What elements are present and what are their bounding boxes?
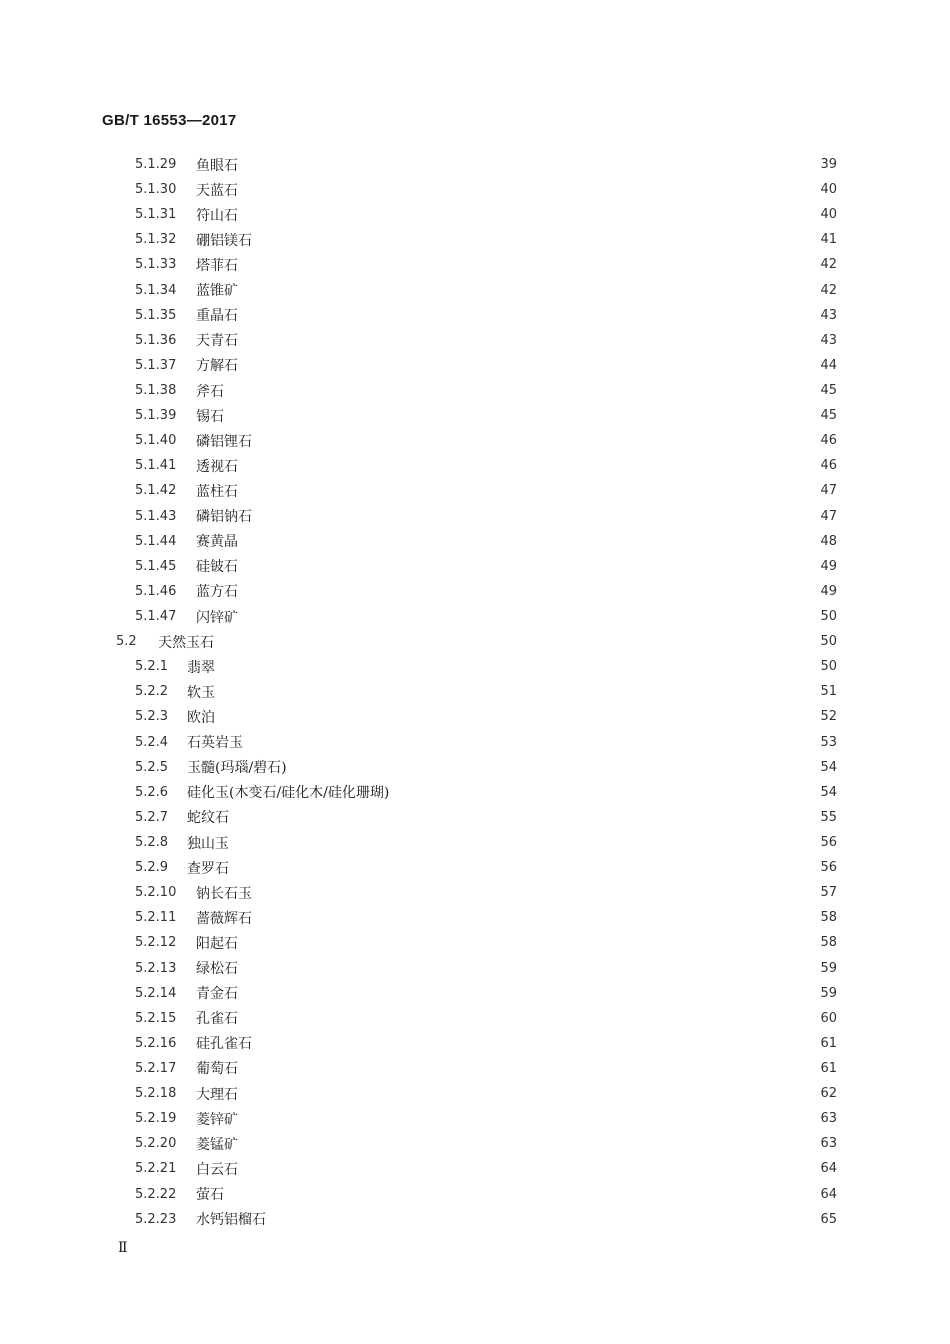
toc-entry-number: 5.2.14: [135, 985, 177, 1001]
toc-entry[interactable]: [0, 1156, 950, 1181]
toc-entry-title: 蛇纹石: [187, 810, 229, 827]
toc-entry-number: 5.2.19: [135, 1111, 177, 1127]
toc-entry-page: 46: [820, 433, 837, 449]
toc-entry-number: 5.2.8: [135, 835, 169, 850]
toc-entry-number: 5.2.3: [135, 709, 169, 725]
toc-entry[interactable]: [0, 880, 950, 905]
toc-dot-leader: [232, 410, 812, 422]
toc-entry-number: 5.2.12: [135, 935, 177, 951]
toc-entry-page: 63: [820, 1111, 837, 1127]
toc-entry-number: 5.1.45: [135, 558, 177, 574]
toc-entry[interactable]: [0, 504, 950, 529]
toc-entry-title: 塔菲石: [196, 257, 238, 274]
toc-dot-leader: [216, 636, 812, 648]
toc-entry-page: 45: [820, 383, 837, 399]
toc-entry-number: 5.2: [116, 634, 137, 650]
toc-entry-title: 硅铍石: [196, 559, 238, 576]
toc-dot-leader: [223, 661, 812, 673]
toc-entry[interactable]: [0, 755, 950, 780]
toc-entry-number: 5.1.37: [135, 357, 177, 373]
toc-entry-title: 钠长石玉: [196, 885, 252, 902]
toc-entry[interactable]: [0, 830, 950, 855]
toc-entry-number: 5.2.20: [135, 1136, 177, 1152]
toc-dot-leader: [274, 1213, 812, 1225]
toc-entry-number: 5.2.7: [135, 809, 169, 825]
toc-entry-number: 5.1.35: [135, 307, 177, 323]
toc-entry[interactable]: [0, 453, 950, 478]
toc-entry-page: 45: [820, 408, 837, 424]
toc-dot-leader: [237, 811, 812, 823]
toc-entry-title: 赛黄晶: [196, 534, 238, 551]
toc-entry-number: 5.2.4: [135, 734, 169, 750]
toc-dot-leader: [232, 385, 812, 397]
toc-entry-title: 查罗石: [187, 860, 229, 877]
toc-entry-page: 46: [820, 458, 837, 474]
toc-entry-title: 硅孔雀石: [196, 1036, 252, 1053]
toc-entry-title: 锡石: [196, 408, 224, 425]
toc-dot-leader: [246, 987, 812, 999]
toc-entry-page: 58: [820, 910, 837, 926]
toc-entry-number: 5.2.23: [135, 1211, 177, 1227]
toc-entry-page: 43: [820, 307, 837, 323]
toc-dot-leader: [246, 1062, 812, 1074]
toc-entry-title: 石英岩玉: [187, 735, 243, 752]
toc-entry-title: 磷铝锂石: [196, 433, 252, 450]
toc-entry-title: 蓝柱石: [196, 483, 238, 500]
toc-dot-leader: [260, 234, 812, 246]
toc-entry-title: 菱锰矿: [196, 1136, 238, 1153]
toc-entry-page: 43: [820, 332, 837, 348]
toc-entry-page: 40: [820, 207, 837, 223]
toc-dot-leader: [246, 209, 812, 221]
toc-entry[interactable]: [0, 252, 950, 277]
toc-entry-number: 5.1.31: [135, 207, 177, 223]
toc-dot-leader: [223, 711, 812, 723]
toc-dot-leader: [295, 761, 812, 773]
toc-entry[interactable]: [0, 278, 950, 303]
toc-entry-page: 57: [820, 885, 837, 901]
toc-entry[interactable]: [0, 855, 950, 880]
toc-entry-page: 56: [820, 860, 837, 876]
toc-entry-page: 44: [820, 357, 837, 373]
toc-dot-leader: [246, 1012, 812, 1024]
toc-entry[interactable]: [0, 227, 950, 252]
toc-entry-title: 天蓝石: [196, 182, 238, 199]
toc-entry-page: 39: [820, 157, 837, 173]
toc-entry-title: 玉髓(玛瑙/碧石): [187, 760, 287, 777]
toc-dot-leader: [260, 435, 812, 447]
toc-entry-page: 42: [820, 257, 837, 273]
toc-entry-page: 59: [820, 985, 837, 1001]
toc-entry-title: 大理石: [196, 1086, 238, 1103]
toc-entry[interactable]: [0, 956, 950, 981]
toc-entry-page: 59: [820, 960, 837, 976]
toc-entry-number: 5.1.41: [135, 458, 177, 474]
toc-entry-page: 47: [820, 483, 837, 499]
toc-dot-leader: [246, 1088, 812, 1100]
toc-entry[interactable]: [0, 1181, 950, 1206]
toc-dot-leader: [246, 1163, 812, 1175]
toc-dot-leader: [246, 585, 812, 597]
toc-entry-title: 方解石: [196, 358, 238, 375]
toc-entry-page: 49: [820, 558, 837, 574]
toc-entry-title: 翡翠: [187, 659, 215, 676]
toc-entry[interactable]: [0, 529, 950, 554]
toc-entry[interactable]: [0, 1131, 950, 1156]
toc-entry-page: 55: [820, 809, 837, 825]
toc-entry-number: 5.2.6: [135, 784, 169, 800]
toc-dot-leader: [246, 309, 812, 321]
toc-entry-title: 天青石: [196, 333, 238, 350]
toc-entry[interactable]: [0, 428, 950, 453]
toc-entry[interactable]: [0, 1031, 950, 1056]
toc-dot-leader: [246, 259, 812, 271]
toc-dot-leader: [246, 334, 812, 346]
toc-entry-number: 5.2.10: [135, 885, 177, 901]
toc-dot-leader: [246, 962, 812, 974]
toc-entry[interactable]: [0, 202, 950, 227]
toc-entry-page: 62: [820, 1086, 837, 1102]
toc-entry-number: 5.1.30: [135, 182, 177, 198]
toc-entry[interactable]: [0, 679, 950, 704]
toc-entry[interactable]: [0, 353, 950, 378]
toc-entry-title: 阳起石: [196, 935, 238, 952]
toc-dot-leader: [246, 560, 812, 572]
toc-dot-leader: [260, 912, 812, 924]
toc-entry[interactable]: [0, 579, 950, 604]
toc-dot-leader: [246, 937, 812, 949]
toc-entry-number: 5.2.17: [135, 1060, 177, 1076]
toc-entry-title: 欧泊: [187, 709, 215, 726]
toc-entry-page: 54: [820, 784, 837, 800]
toc-entry-page: 48: [820, 533, 837, 549]
toc-entry-title: 水钙铝榴石: [196, 1212, 266, 1229]
toc-entry[interactable]: [0, 403, 950, 428]
toc-entry-title: 硼铝镁石: [196, 232, 252, 249]
toc-entry-number: 5.2.5: [135, 759, 169, 775]
toc-entry-number: 5.1.43: [135, 508, 177, 524]
toc-entry-number: 5.1.44: [135, 533, 177, 549]
toc-entry-title: 菱锌矿: [196, 1111, 238, 1128]
toc-entry-title: 白云石: [196, 1161, 238, 1178]
toc-entry-page: 53: [820, 734, 837, 750]
toc-entry[interactable]: [0, 378, 950, 403]
toc-entry-number: 5.2.2: [135, 684, 169, 700]
toc-entry-number: 5.1.33: [135, 257, 177, 273]
toc-entry[interactable]: [0, 177, 950, 202]
toc-dot-leader: [237, 862, 812, 874]
toc-entry-number: 5.1.40: [135, 433, 177, 449]
toc-entry-page: 54: [820, 759, 837, 775]
toc-entry-number: 5.2.15: [135, 1010, 177, 1026]
toc-entry-title: 斧石: [196, 383, 224, 400]
toc-entry[interactable]: [0, 780, 950, 805]
toc-entry-number: 5.1.32: [135, 232, 177, 248]
toc-entry[interactable]: [0, 1106, 950, 1131]
toc-entry-number: 5.1.34: [135, 282, 177, 298]
page-number-footer: Ⅱ: [118, 1240, 128, 1256]
toc-entry-page: 50: [820, 609, 837, 625]
toc-entry-title: 绿松石: [196, 961, 238, 978]
toc-entry-title: 符山石: [196, 207, 238, 224]
toc-dot-leader: [251, 736, 812, 748]
toc-entry[interactable]: [0, 981, 950, 1006]
toc-entry-page: 50: [820, 634, 837, 650]
toc-entry[interactable]: [0, 704, 950, 729]
toc-dot-leader: [260, 1037, 812, 1049]
toc-entry-page: 56: [820, 835, 837, 850]
toc-entry-page: 47: [820, 508, 837, 524]
toc-entry-number: 5.1.36: [135, 332, 177, 348]
toc-entry-page: 51: [820, 684, 837, 700]
toc-entry-page: 52: [820, 709, 837, 725]
toc-entry-title: 青金石: [196, 986, 238, 1003]
toc-entry-title: 重晶石: [196, 308, 238, 325]
toc-entry[interactable]: [0, 1207, 950, 1232]
toc-entry-page: 61: [820, 1035, 837, 1051]
toc-entry-title: 萤石: [196, 1187, 224, 1204]
toc-dot-leader: [237, 837, 812, 849]
toc-entry-number: 5.1.38: [135, 383, 177, 399]
toc-entry-title: 孔雀石: [196, 1011, 238, 1028]
toc-dot-leader: [397, 786, 812, 798]
toc-entry-number: 5.1.39: [135, 408, 177, 424]
toc-entry[interactable]: [0, 905, 950, 930]
toc-entry-number: 5.1.29: [135, 157, 177, 173]
table-of-contents: [0, 152, 950, 1232]
toc-entry-title: 鱼眼石: [196, 157, 238, 174]
toc-dot-leader: [260, 887, 812, 899]
toc-entry-number: 5.2.22: [135, 1186, 177, 1202]
toc-entry-page: 50: [820, 659, 837, 675]
toc-entry-title: 蔷薇辉石: [196, 910, 252, 927]
toc-entry[interactable]: [0, 328, 950, 353]
toc-entry[interactable]: [0, 604, 950, 629]
document-header: GB/T 16553—2017: [102, 112, 237, 129]
toc-entry-title: 闪锌矿: [196, 609, 238, 626]
toc-dot-leader: [223, 686, 812, 698]
toc-entry[interactable]: [0, 930, 950, 955]
toc-entry-number: 5.2.18: [135, 1086, 177, 1102]
toc-entry-title: 葡萄石: [196, 1061, 238, 1078]
toc-entry-title: 软玉: [187, 684, 215, 701]
toc-entry-page: 42: [820, 282, 837, 298]
toc-entry[interactable]: [0, 805, 950, 830]
toc-dot-leader: [246, 359, 812, 371]
toc-entry[interactable]: [0, 629, 950, 654]
toc-entry-page: 64: [820, 1186, 837, 1202]
toc-dot-leader: [246, 284, 812, 296]
toc-dot-leader: [246, 611, 812, 623]
toc-entry-number: 5.2.9: [135, 860, 169, 876]
toc-entry-page: 41: [820, 232, 837, 248]
toc-entry-number: 5.1.47: [135, 609, 177, 625]
toc-entry-page: 64: [820, 1161, 837, 1177]
toc-entry-page: 65: [820, 1211, 837, 1227]
toc-entry-number: 5.1.46: [135, 583, 177, 599]
toc-entry-page: 60: [820, 1010, 837, 1026]
toc-dot-leader: [246, 1113, 812, 1125]
toc-entry[interactable]: [0, 730, 950, 755]
toc-entry-number: 5.2.11: [135, 910, 177, 926]
toc-entry-title: 磷铝钠石: [196, 509, 252, 526]
toc-dot-leader: [260, 510, 812, 522]
toc-entry-number: 5.2.21: [135, 1161, 177, 1177]
toc-dot-leader: [246, 535, 812, 547]
toc-entry[interactable]: [0, 1056, 950, 1081]
toc-entry-number: 5.2.16: [135, 1035, 177, 1051]
toc-entry-page: 40: [820, 182, 837, 198]
toc-entry[interactable]: [0, 303, 950, 328]
toc-dot-leader: [246, 184, 812, 196]
toc-entry-page: 61: [820, 1060, 837, 1076]
toc-dot-leader: [246, 460, 812, 472]
toc-entry-title: 蓝锥矿: [196, 283, 238, 300]
toc-entry-number: 5.2.1: [135, 659, 169, 675]
toc-dot-leader: [246, 485, 812, 497]
toc-dot-leader: [246, 159, 812, 171]
toc-dot-leader: [246, 1138, 812, 1150]
toc-entry[interactable]: [0, 554, 950, 579]
toc-entry-number: 5.1.42: [135, 483, 177, 499]
toc-entry-title: 硅化玉(木变石/硅化木/硅化珊瑚): [187, 785, 390, 802]
toc-entry-page: 49: [820, 583, 837, 599]
toc-entry-page: 63: [820, 1136, 837, 1152]
toc-entry-title: 蓝方石: [196, 584, 238, 601]
toc-entry[interactable]: [0, 1081, 950, 1106]
toc-entry[interactable]: [0, 1006, 950, 1031]
toc-entry-title: 独山玉: [187, 835, 229, 852]
toc-entry-title: 天然玉石: [158, 634, 214, 651]
toc-entry-title: 透视石: [196, 458, 238, 475]
toc-dot-leader: [232, 1188, 812, 1200]
toc-entry[interactable]: [0, 654, 950, 679]
toc-entry[interactable]: [0, 478, 950, 503]
toc-entry-page: 58: [820, 935, 837, 951]
toc-entry-number: 5.2.13: [135, 960, 177, 976]
toc-entry[interactable]: [0, 152, 950, 177]
